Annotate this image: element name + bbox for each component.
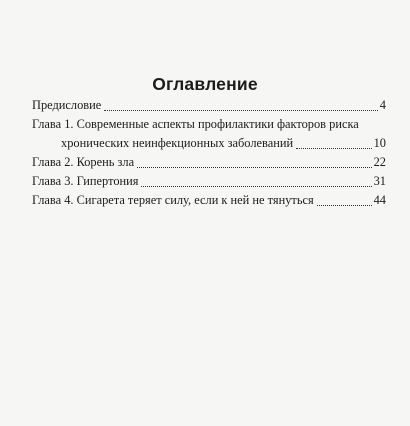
- table-of-contents: [32, 96, 386, 210]
- toc-entry-chapter-2: [32, 153, 386, 172]
- toc-entry-chapter-4: [32, 191, 386, 210]
- toc-heading: Оглавление: [152, 74, 258, 94]
- toc-entry-page: 31: [373, 174, 386, 188]
- toc-entry-title: Глава 3. Гипертония: [32, 174, 139, 188]
- toc-entry-page: 44: [373, 193, 386, 207]
- toc-entry-chapter-1: [32, 115, 386, 153]
- toc-entry-page: 22: [373, 155, 386, 169]
- toc-entry-title-line2: хронических неинфекционных заболеваний: [61, 136, 294, 150]
- dot-leader: [141, 186, 371, 187]
- dot-leader: [317, 205, 372, 206]
- toc-entry-preface: [32, 96, 386, 115]
- dot-leader: [104, 110, 378, 111]
- toc-entry-title: Предисловие: [32, 98, 102, 112]
- toc-entry-title-line1: Глава 1. Современные аспекты профилактики факторов риска: [32, 117, 359, 131]
- toc-entry-page: 10: [373, 136, 386, 150]
- dot-leader: [137, 167, 372, 168]
- toc-entry-title: Глава 2. Корень зла: [32, 155, 135, 169]
- toc-entry-chapter-3: [32, 172, 386, 191]
- toc-entry-title: Глава 4. Сигарета теряет силу, если к ней не тянуться: [32, 193, 314, 207]
- toc-entry-page: 4: [379, 98, 386, 112]
- dot-leader: [296, 148, 372, 149]
